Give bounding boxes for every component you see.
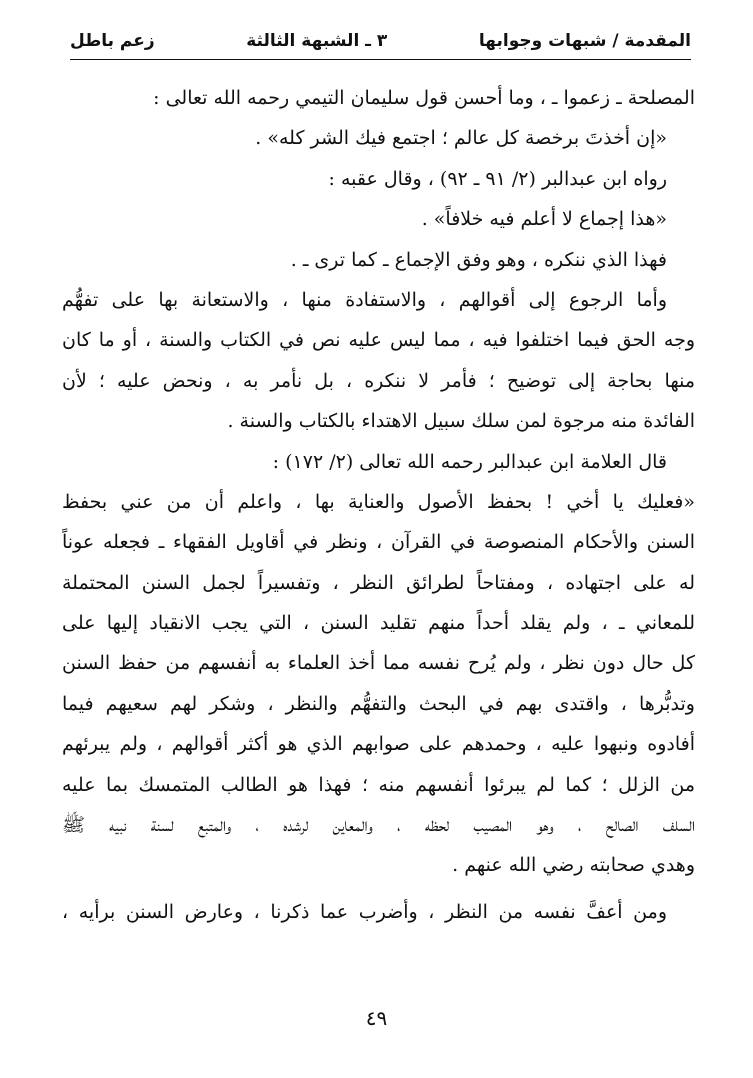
citation-line: قال العلامة ابن عبدالبر رحمه الله تعالى (٢/ ١٧٢) : bbox=[272, 450, 667, 473]
paragraph-line: منها بحاجة إلى توضيح ؛ فأمر لا ننكره ، بل نأمر به ، ونحض عليه ؛ لأن bbox=[62, 369, 695, 392]
quote-line: من الزلل ؛ كما لم يبرئوا أنفسهم منه ؛ فهذا هو الطالب المتمسك بما عليه bbox=[62, 773, 695, 796]
header-section-title: المقدمة / شبهات وجوابها bbox=[478, 31, 691, 51]
quote-line: «فعليك يا أخي ! بحفظ الأصول والعناية بها ، واعلم أن من عني بحفظ bbox=[62, 490, 695, 513]
paragraph-line: ومن أعفَّ نفسه من النظر ، وأضرب عما ذكرنا ، وعارض السنن برأيه ، bbox=[62, 900, 667, 923]
quote-line: «إن أخذتَ برخصة كل عالم ؛ اجتمع فيك الشر كله» . bbox=[255, 127, 667, 150]
quote-line: له على اجتهاده ، ومفتاحاً لطرائق النظر ، وتفسيراً لجمل السنن المحتملة bbox=[62, 571, 695, 594]
header-rule bbox=[70, 59, 691, 60]
running-header bbox=[70, 26, 691, 56]
header-chapter-title: ٣ ـ الشبهة الثالثة bbox=[246, 31, 388, 51]
quote-line: «هذا إجماع لا أعلم فيه خلافاً» . bbox=[421, 208, 667, 231]
quote-line: السنن والأحكام المنصوصة في القرآن ، ونظر في أقاويل الفقهاء ـ فجعله عوناً bbox=[62, 531, 695, 554]
quote-line: وتدبُّرها ، واقتدى بهم في البحث والتفهُّم والنظر ، وشكر لهم سعيهم فيما bbox=[62, 692, 695, 715]
text-line: فهذا الذي ننكره ، وهو وفق الإجماع ـ كما ترى ـ . bbox=[290, 248, 667, 271]
page-number: ٤٩ bbox=[365, 1006, 388, 1030]
quote-line: السلف الصالح ، وهو المصيب لحظه ، والمعاين لرشده ، والمتبع لسنة نبيه ﷺ bbox=[62, 814, 695, 837]
paragraph-line: الفائدة منه مرجوة لمن سلك سبيل الاهتداء بالكتاب والسنة . bbox=[227, 410, 695, 433]
text-line: المصلحة ـ زعموا ـ ، وما أحسن قول سليمان التيمي رحمه الله تعالى : bbox=[153, 87, 695, 109]
quote-line: أفادوه ونبهوا عليه ، وحمدهم على صوابهم الذي هو أكثر أقوالهم ، ولم يبرئهم bbox=[62, 733, 695, 756]
quote-line: كل حال دون نظر ، ولم يُرح نفسه مما أخذ العلماء به أنفسهم من حفظ السنن bbox=[62, 652, 695, 675]
paragraph-line: وجه الحق فيما اختلفوا فيه ، مما ليس عليه نص في الكتاب والسنة ، أو ما كان bbox=[62, 329, 695, 352]
quote-line: وهدي صحابته رضي الله عنهم . bbox=[452, 854, 695, 877]
text-line: رواه ابن عبدالبر (٢/ ٩١ ـ ٩٢) ، وقال عقبه : bbox=[328, 167, 667, 190]
body-text bbox=[62, 78, 695, 932]
header-running-title: زعم باطل bbox=[70, 31, 155, 51]
paragraph-line: وأما الرجوع إلى أقوالهم ، والاستفادة منها ، والاستعانة بها على تفهُّم bbox=[62, 288, 667, 311]
quote-line: للمعاني ـ ، ولم يقلد أحداً منهم تقليد السنن ، التي يجب الانقياد إليها على bbox=[62, 612, 695, 635]
